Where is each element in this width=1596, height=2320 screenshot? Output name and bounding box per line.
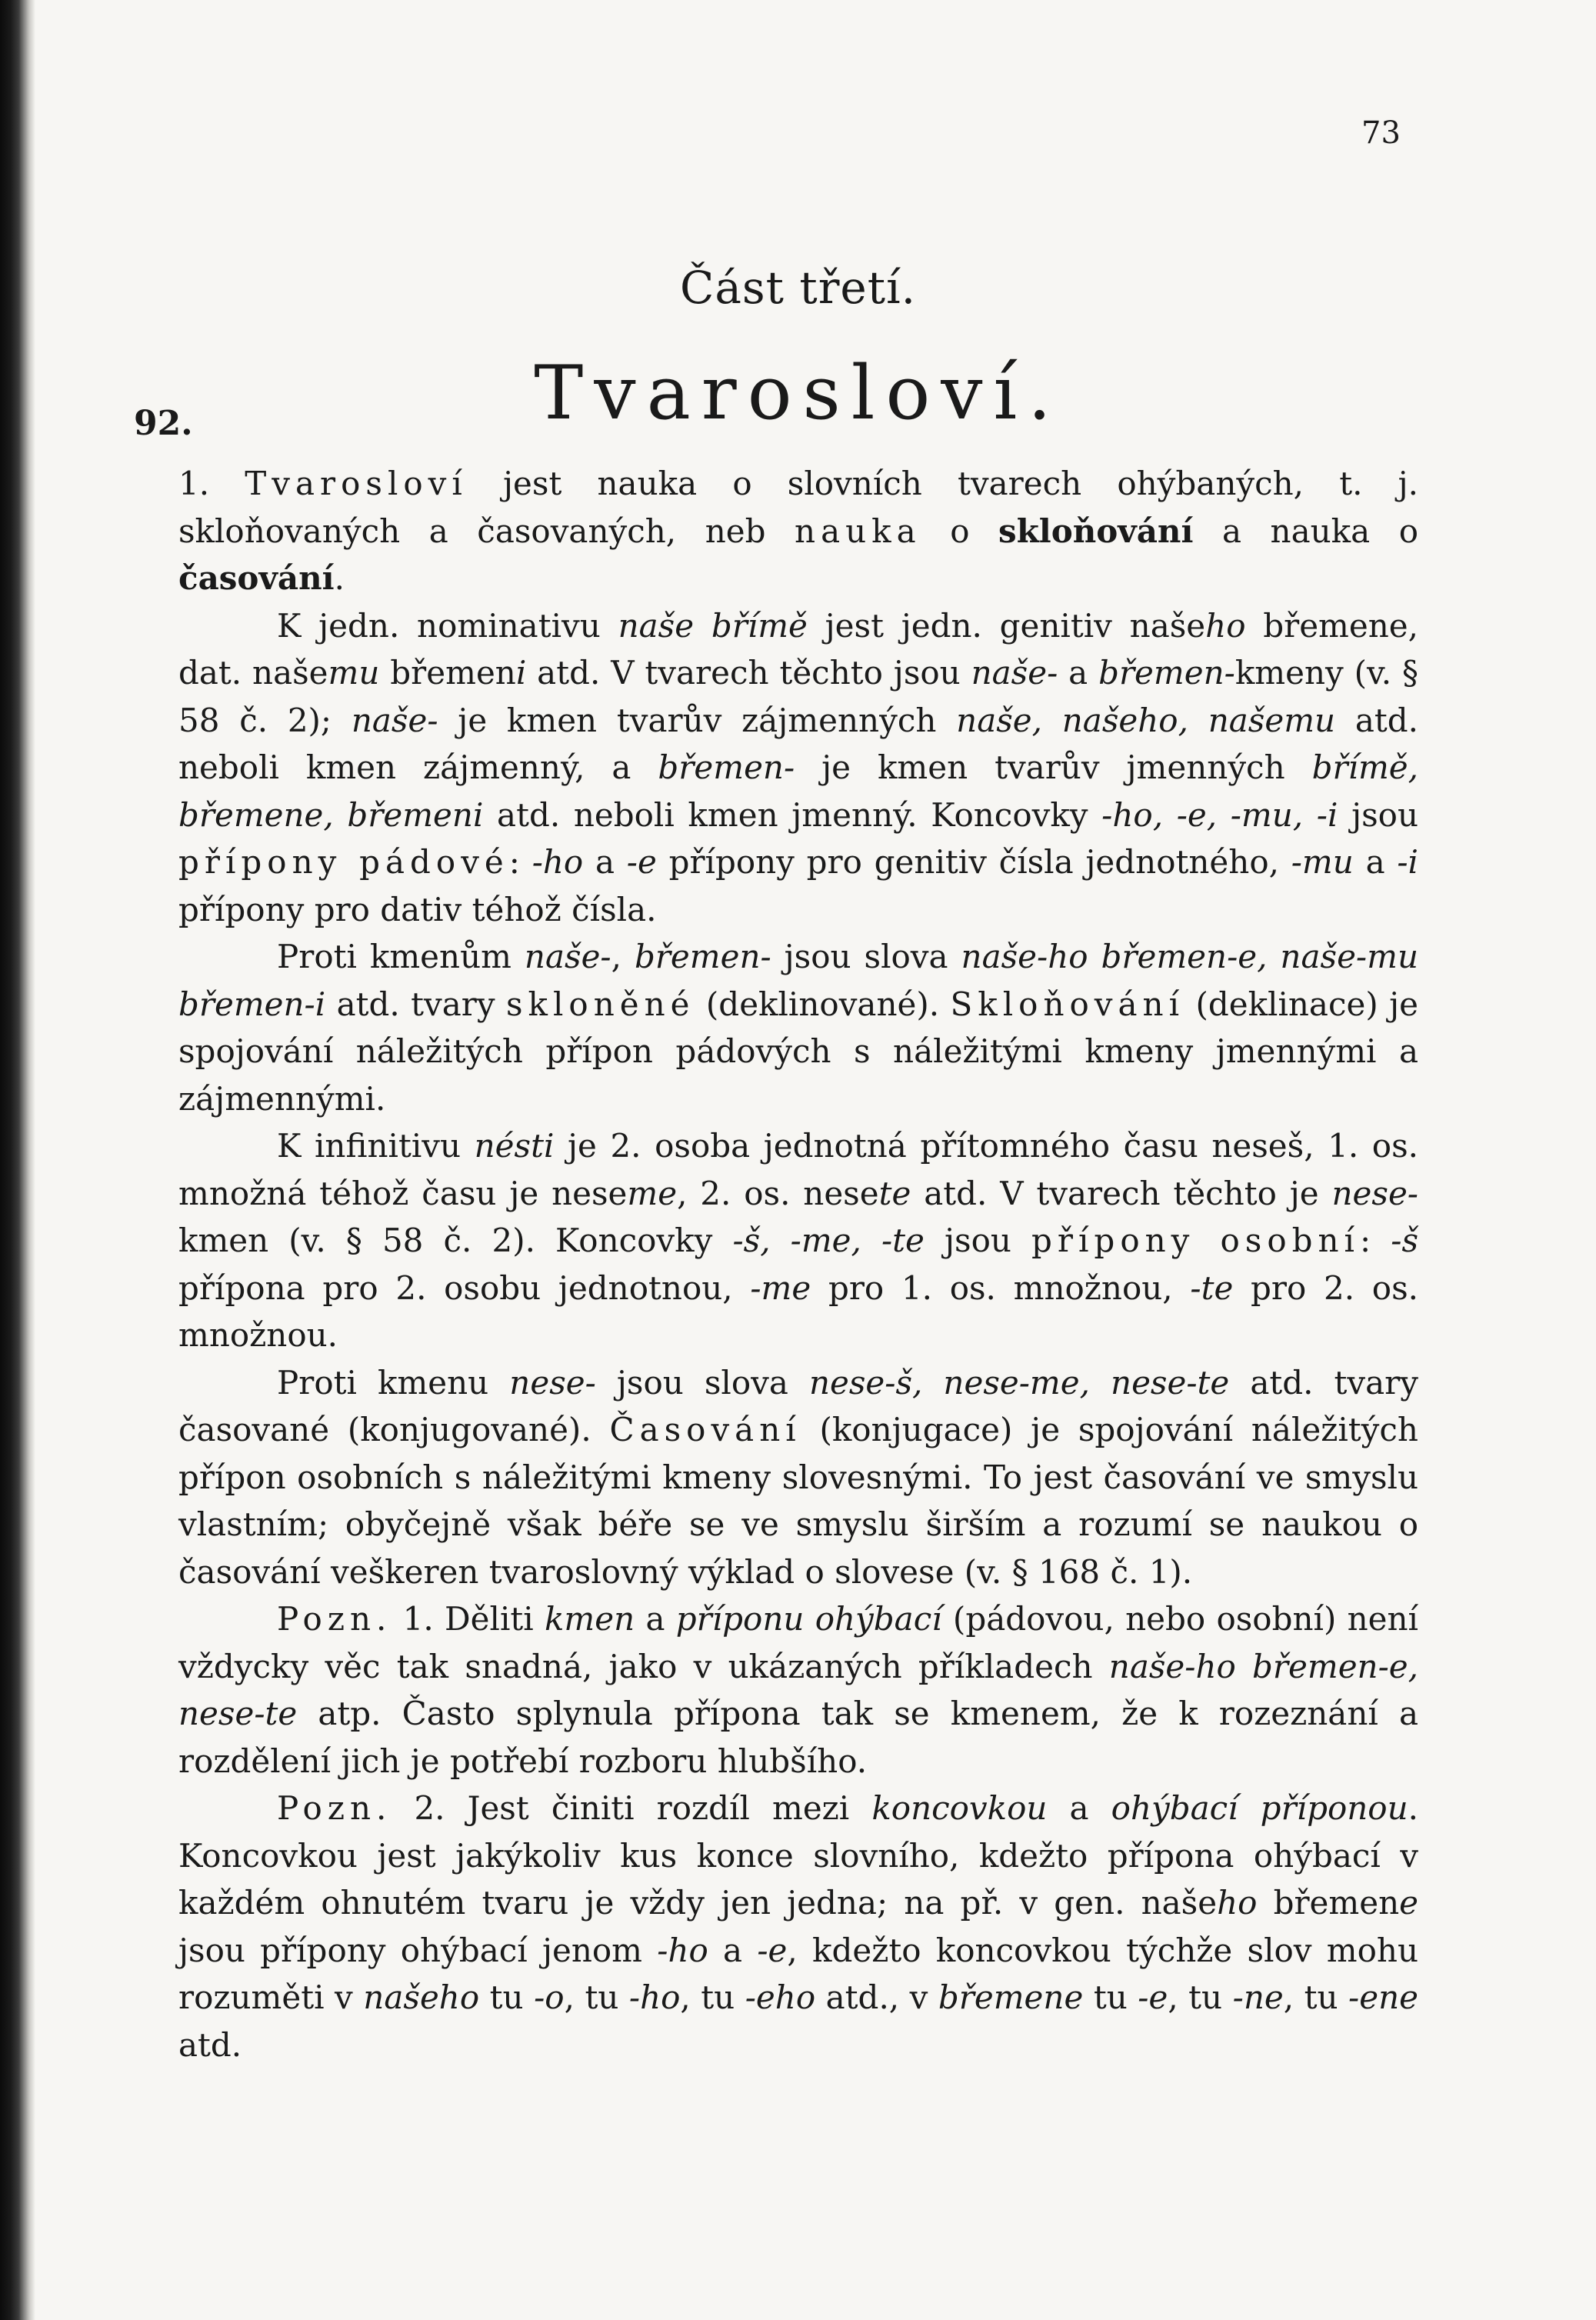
emphasis-run: Tvarosloví: [245, 465, 468, 502]
text-run: , tu: [1283, 1978, 1349, 2016]
italic-run: te: [878, 1174, 911, 1212]
text-run: 1.: [178, 465, 245, 502]
text-run: a: [708, 1931, 758, 1969]
text-run: břemene, dat. naše: [178, 606, 1418, 692]
text-run: K jedn. nominativu: [277, 606, 618, 645]
text-run: tu: [479, 1978, 535, 2016]
italic-run: ho: [1205, 606, 1246, 645]
binding-edge: [0, 0, 35, 2320]
text-run: .: [334, 559, 345, 597]
text-run: přípony pro dativ téhož čísla.: [178, 890, 657, 928]
text-run: atp. Často splynula přípona tak se kmenem, že k rozeznání a rozdělení jich je potřebí rozboru hlubšího.: [178, 1695, 1418, 1780]
italic-run: -š: [1391, 1222, 1418, 1259]
text-run: 1. Děliti: [392, 1600, 545, 1638]
text-run: jsou slova: [771, 938, 961, 975]
italic-run: -ho, -e, -mu, -i: [1101, 795, 1338, 834]
text-run: atd. neboli kmen jmenný. Koncovky: [483, 795, 1102, 834]
italic-run: -e: [626, 843, 657, 881]
italic-run: -i: [1397, 843, 1418, 881]
paragraph-conjugation-example: [178, 1122, 1418, 1359]
italic-run: naše břímě: [618, 606, 808, 645]
paragraph-definition: [178, 460, 1418, 602]
text-run: jsou přípony ohýbací jenom: [178, 1931, 658, 1969]
text-run: a nauka o: [1193, 512, 1418, 550]
italic-run: -ho: [628, 1978, 681, 2016]
page-number: 73: [1361, 115, 1401, 151]
italic-run: břemen-: [1098, 654, 1235, 692]
text-run: a: [1047, 1789, 1111, 1827]
text-run: břemen: [379, 654, 516, 692]
text-run: 2. Jest činiti rozdíl mezi: [392, 1789, 872, 1827]
italic-run: -š, -me, -te: [732, 1222, 925, 1259]
emphasis-run: přípony pádové: [178, 843, 509, 881]
italic-run: mu: [328, 654, 380, 692]
note-1: [178, 1595, 1418, 1785]
italic-run: -e: [1138, 1978, 1168, 2016]
emphasis-run: Časování: [609, 1411, 801, 1448]
italic-run: -o: [534, 1978, 565, 2016]
text-run: jsou slova: [595, 1363, 809, 1402]
italic-run: břemen-: [658, 748, 795, 786]
italic-run: nésti: [474, 1127, 555, 1165]
italic-run: -ne: [1232, 1978, 1284, 2016]
emphasis-run: skloněné: [505, 985, 695, 1023]
text-run: přípona pro 2. osobu jednotnou,: [178, 1268, 751, 1307]
italic-run: me: [627, 1174, 678, 1212]
text-run: , kdežto koncovkou týchže slov mohu rozuměti v: [178, 1931, 1418, 2016]
text-run: Proti kmenům: [277, 938, 525, 975]
text-run: (deklinované).: [695, 985, 951, 1023]
text-run: (deklinace) je spojování náležitých přípon pádových s náležitými kmeny jmennými a zájmennými.: [178, 985, 1419, 1118]
text-run: (konjugace) je spojování náležitých přípon osobních s náležitými kmeny slovesnými. To jest časování ve smyslu vlastním; obyčejně však béře se ve smyslu širším a rozumí se naukou o časování veškeren tvaroslovný výklad o slovese (v. § 168 č. 1).: [178, 1411, 1418, 1591]
text-run: jest nauka o slovních tvarech ohýbaných, t. j. skloňovaných a časovaných, neb: [178, 465, 1418, 550]
text-run: tu: [1083, 1978, 1138, 2016]
text-run: (pádovou, nebo osobní) není vždycky věc tak snadná, jako v ukázaných příkladech: [178, 1600, 1418, 1685]
body-text: [178, 460, 1418, 2068]
text-run: břemen: [1257, 1884, 1400, 1922]
text-run: je kmen tvarův zájmenných: [438, 701, 957, 739]
emphasis-run: skloňování: [998, 512, 1194, 550]
text-run: , tu: [1168, 1978, 1233, 2016]
italic-run: -mu: [1291, 843, 1354, 881]
text-run: atd. tvary: [325, 985, 506, 1023]
emphasis-run: časování: [178, 559, 335, 597]
text-run: jsou: [924, 1222, 1032, 1259]
italic-run: ohýbací příponou: [1111, 1789, 1408, 1827]
paragraph-conjugation: [178, 1359, 1418, 1596]
text-run: atd.: [178, 2025, 242, 2064]
italic-run: naše, našeho, našemu: [956, 701, 1336, 739]
text-run: je kmen tvarův jmenných: [795, 748, 1312, 786]
italic-run: -ho: [657, 1931, 708, 1969]
italic-run: břemen-: [634, 938, 771, 975]
text-run: jest jedn. genitiv naše: [807, 606, 1206, 645]
italic-run: -eho: [745, 1978, 816, 2016]
italic-run: nese-: [1331, 1174, 1418, 1212]
text-run: o: [921, 512, 999, 550]
emphasis-run: Skloňování: [950, 985, 1185, 1023]
emphasis-run: Pozn.: [277, 1789, 392, 1827]
italic-run: -te: [1190, 1268, 1234, 1307]
text-run: atd. V tvarech těchto je: [911, 1174, 1332, 1212]
paragraph-declension-example: [178, 602, 1418, 934]
section-number: 92.: [134, 404, 193, 443]
italic-run: naše-ho břemen-e, nese-te: [178, 1647, 1418, 1732]
emphasis-run: přípony osobní: [1031, 1222, 1360, 1259]
italic-run: kmen: [544, 1600, 635, 1638]
italic-run: -me: [750, 1268, 811, 1307]
text-run: a: [1353, 843, 1398, 881]
text-run: atd. tvary časované (konjugované).: [178, 1363, 1418, 1448]
text-run: atd. neboli kmen zájmenný, a: [178, 701, 1418, 786]
text-run: :: [508, 843, 532, 881]
italic-run: -ene: [1348, 1978, 1418, 2016]
text-run: přípony pro genitiv čísla jednotného,: [656, 843, 1291, 881]
emphasis-run: nauka: [795, 512, 921, 550]
text-run: a: [635, 1600, 676, 1638]
italic-run: ho: [1217, 1884, 1258, 1922]
italic-run: příponu ohýbací: [675, 1600, 942, 1638]
text-run: :: [1359, 1222, 1391, 1259]
paragraph-declension: [178, 933, 1418, 1122]
text-run: K infinitivu: [277, 1127, 475, 1165]
italic-run: -e: [757, 1931, 788, 1969]
text-run: Proti kmenu: [277, 1363, 510, 1402]
italic-run: břímě, břemene, břemeni: [178, 748, 1418, 834]
italic-run: naše-: [351, 701, 438, 739]
text-run: pro 1. os. množnou,: [811, 1268, 1191, 1307]
text-run: jsou: [1338, 795, 1418, 834]
italic-run: naše-ho břemen-e, naše-mu břemen-i: [178, 938, 1418, 1023]
italic-run: koncovkou: [871, 1789, 1048, 1827]
text-run: atd. V tvarech těchto jsou: [526, 654, 971, 692]
emphasis-run: Pozn.: [277, 1600, 392, 1638]
text-run: a: [1058, 654, 1099, 692]
italic-run: -ho: [531, 843, 584, 881]
text-run: atd., v: [815, 1978, 938, 2016]
part-title: Část třetí.: [679, 262, 917, 314]
italic-run: naše-: [971, 654, 1058, 692]
text-run: , 2. os. nese: [677, 1174, 879, 1212]
italic-run: břemene: [938, 1978, 1084, 2016]
italic-run: e: [1399, 1884, 1419, 1922]
text-run: kmen (v. § 58 č. 2). Koncovky: [178, 1222, 733, 1259]
text-run: . Koncovkou jest jakýkoliv kus konce slovního, kdežto přípona ohýbací v každém ohnutém tvaru je vždy jen jedna; na př. v gen. naše: [178, 1789, 1418, 1922]
italic-run: i: [515, 654, 527, 692]
chapter-title: Tvarosloví.: [534, 350, 1062, 436]
text-run: kmeny (v. § 58 č. 2);: [178, 654, 1418, 739]
note-2: [178, 1785, 1418, 2068]
text-run: je 2. osoba jednotná přítomného času neseš, 1. os. množná téhož času je nese: [178, 1127, 1419, 1212]
text-run: , tu: [680, 1978, 745, 2016]
text-run: a: [583, 843, 627, 881]
italic-run: našeho: [363, 1978, 480, 2016]
text-run: ,: [611, 938, 635, 975]
text-run: , tu: [564, 1978, 629, 2016]
italic-run: nese-š, nese-me, nese-te: [808, 1363, 1230, 1402]
text-run: pro 2. os. množnou.: [178, 1268, 1418, 1354]
italic-run: naše-: [524, 938, 611, 975]
italic-run: nese-: [509, 1363, 596, 1402]
